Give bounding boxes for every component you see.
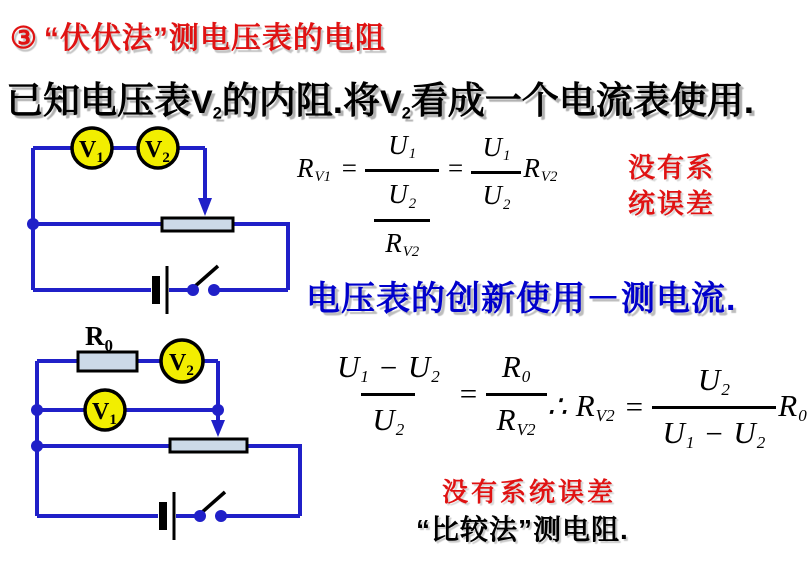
equals-sign: = (457, 376, 479, 412)
innovative-use-caption: 电压表的创新使用－测电流. (306, 280, 737, 318)
rheostat (170, 439, 247, 452)
rheostat-slider-arrow (198, 198, 212, 216)
no-systematic-error-note (628, 150, 715, 223)
equals-sign: = (340, 153, 359, 183)
formula-rv2 (540, 360, 809, 454)
wire (233, 224, 288, 290)
formula-ratio (326, 347, 547, 441)
junction-dot (212, 404, 224, 416)
circuit-diagram-comparison-method (15, 318, 315, 560)
minus-sign: − (377, 350, 399, 386)
note-line: 没有系 (628, 153, 715, 183)
math-symbol: $U_1$ (662, 414, 695, 452)
heading-part3: 看成一个电流表使用. (410, 80, 755, 121)
title-text: “伏伏法”测电压表的电阻 (43, 22, 386, 55)
fraction (374, 177, 430, 263)
heading-part2: 的内阻.将 (221, 80, 381, 121)
fraction (486, 347, 547, 441)
voltmeter-v2-label: $V_2$ (145, 137, 170, 166)
fraction (326, 347, 451, 441)
math-symbol: $U_2$ (407, 349, 440, 387)
math-symbol: $U_1$ (388, 130, 417, 163)
minus-sign: − (703, 415, 725, 451)
math-symbol: $U_2$ (482, 180, 511, 213)
formula-rv1 (295, 128, 559, 264)
math-symbol: $R_0$ (778, 388, 807, 426)
junction-dot (31, 440, 43, 452)
equals-sign: = (446, 153, 465, 183)
switch-contact-dot (215, 510, 227, 522)
junction-dot (31, 404, 43, 416)
therefore-sign: ∴ (547, 389, 567, 425)
math-symbol: $U_2$ (697, 362, 730, 400)
heading-v2-symbol: $V_2$ (380, 84, 411, 123)
page-title (10, 13, 386, 57)
heading-part1: 已知电压表 (6, 80, 191, 121)
math-symbol: $R_{V2}$ (496, 401, 536, 439)
heading (6, 70, 754, 124)
math-symbol: $U_1$ (482, 132, 511, 165)
voltmeter-v1-label: $V_1$ (92, 399, 117, 428)
switch-contact-dot (194, 510, 206, 522)
math-symbol: $R_{V2}$ (523, 153, 558, 186)
math-symbol: $U_2$ (733, 414, 766, 452)
fraction (471, 130, 521, 216)
fraction (652, 360, 777, 454)
math-symbol: $R_{V2}$ (385, 227, 420, 260)
junction-dot (27, 218, 39, 230)
no-systematic-error-note: 没有系统误差 (442, 477, 617, 507)
math-symbol: $U_2$ (372, 401, 405, 439)
comparison-method-caption: “比较法”测电阻. (416, 514, 629, 545)
title-number-badge: ③ (10, 22, 38, 55)
voltmeter-v2-label: $V_2$ (169, 350, 194, 379)
wire (247, 446, 300, 516)
math-symbol: $U_2$ (388, 179, 417, 212)
math-symbol: $R_0$ (501, 349, 531, 387)
voltmeter-v1-label: $V_1$ (79, 137, 104, 166)
switch-contact-dot (208, 284, 220, 296)
resistor-r0-label: $R_0$ (85, 321, 113, 355)
switch-contact-dot (187, 284, 199, 296)
math-symbol: $R_{V2}$ (575, 388, 615, 426)
note-line: 统误差 (628, 189, 715, 220)
rheostat (162, 218, 233, 231)
circuit-diagram-series-voltmeters (15, 120, 305, 316)
fraction (365, 128, 439, 264)
math-symbol: $U_1$ (337, 349, 369, 387)
rheostat-slider-arrow (211, 420, 225, 437)
equals-sign: = (623, 389, 645, 425)
math-symbol: $R_{V1}$ (297, 153, 331, 186)
heading-v2-symbol: $V_2$ (191, 84, 222, 123)
